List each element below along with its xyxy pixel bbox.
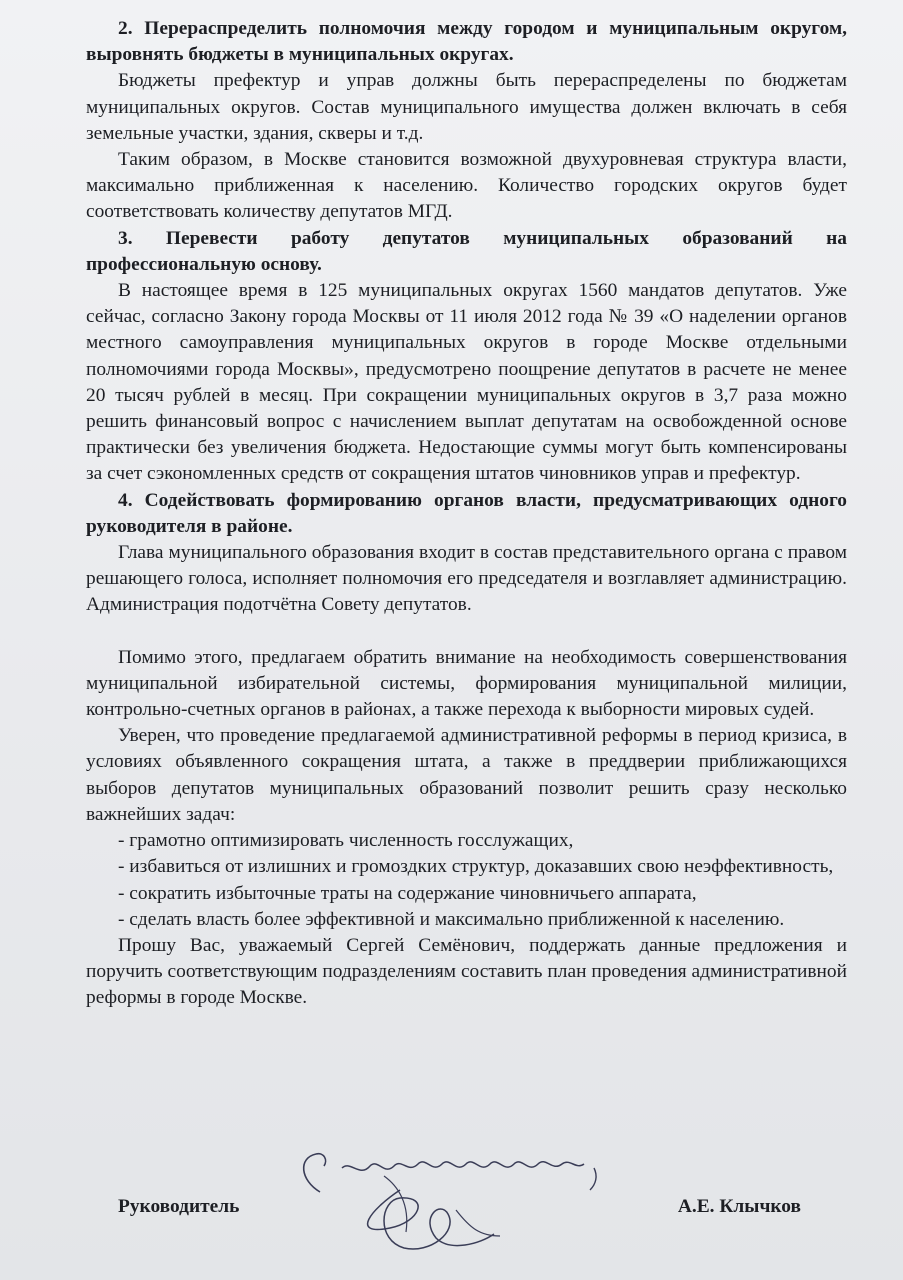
paragraph: - сократить избыточные траты на содержание чиновничьего аппарата, [118,882,697,904]
paragraph: Уверен, что проведение предлагаемой административной реформы в период кризиса, в условиях объявленного сокращения штата, а также в преддверии приближающихся выборов депутатов муниципальных образований позволит решить сразу несколько важнейших задач: [86,725,847,825]
section-heading: 2. Перераспределить полномочия между городом и муниципальным округом, выровнять бюджеты в муниципальных округах. [86,18,847,66]
signer-name: А.Е. Клычков [677,1196,801,1217]
paragraph: Прошу Вас, уважаемый Сергей Семёнович, поддержать данные предложения и поручить соответствующим подразделениям составить план проведения административной реформы в городе Москве. [86,934,847,1009]
signer-title: Руководитель [118,1196,240,1217]
paragraph: Таким образом, в Москве становится возможной двухуровневая структура власти, максимально приближенная к населению. Количество городских округов будет соответствовать количеству депутатов МГД. [86,149,847,223]
document-body [86,16,847,1012]
paragraph: Бюджеты префектур и управ должны быть перераспределены по бюджетам муниципальных округов. Состав муниципального имущества должен включать в себя земельные участки, здания, скверы и т.д. [86,70,847,144]
paragraph: - грамотно оптимизировать численность госслужащих, [118,830,574,852]
section-heading: 4. Содействовать формированию органов власти, предусматривающих одного руководителя в районе. [86,489,847,537]
paragraph: - сделать власть более эффективной и максимально приближенной к населению. [118,908,785,930]
signature-line [118,1196,801,1218]
paragraph: Глава муниципального образования входит в состав представительного органа с правом решающего голоса, исполняет полномочия его председателя и возглавляет администрацию. Администрация подотчётна Совету депутатов. [86,542,847,616]
section-heading: 3. Перевести работу депутатов муниципальных образований на профессиональную основу. [86,227,847,275]
paragraph: - избавиться от излишних и громоздких структур, доказавших свою неэффективность, [118,856,834,878]
paragraph: Помимо этого, предлагаем обратить внимание на необходимость совершенствования муниципальной избирательной системы, формирования муниципальной милиции, контрольно-счетных органов в районах, а также перехода к выборности мировых судей. [86,646,847,721]
paragraph-spacer [86,619,847,645]
paragraph: В настоящее время в 125 муниципальных округах 1560 мандатов депутатов. Уже сейчас, согласно Закону города Москвы от 11 июля 2012 года № 39 «О наделении органов местного самоуправления муниципальных округов в городе Москве отдельными полномочиями города Москвы», предусмотрено поощрение депутатов в расчете не менее 20 тысяч рублей в месяц. При сокращении муниципальных округов в 3,7 раза можно решить финансовый вопрос с начислением выплат депутатам на освобожденной основе практически без увеличения бюджета. Недостающие суммы могут быть компенсированы за счет сэкономленных средств от сокращения штатов чиновников управ и префектур. [86,280,847,485]
